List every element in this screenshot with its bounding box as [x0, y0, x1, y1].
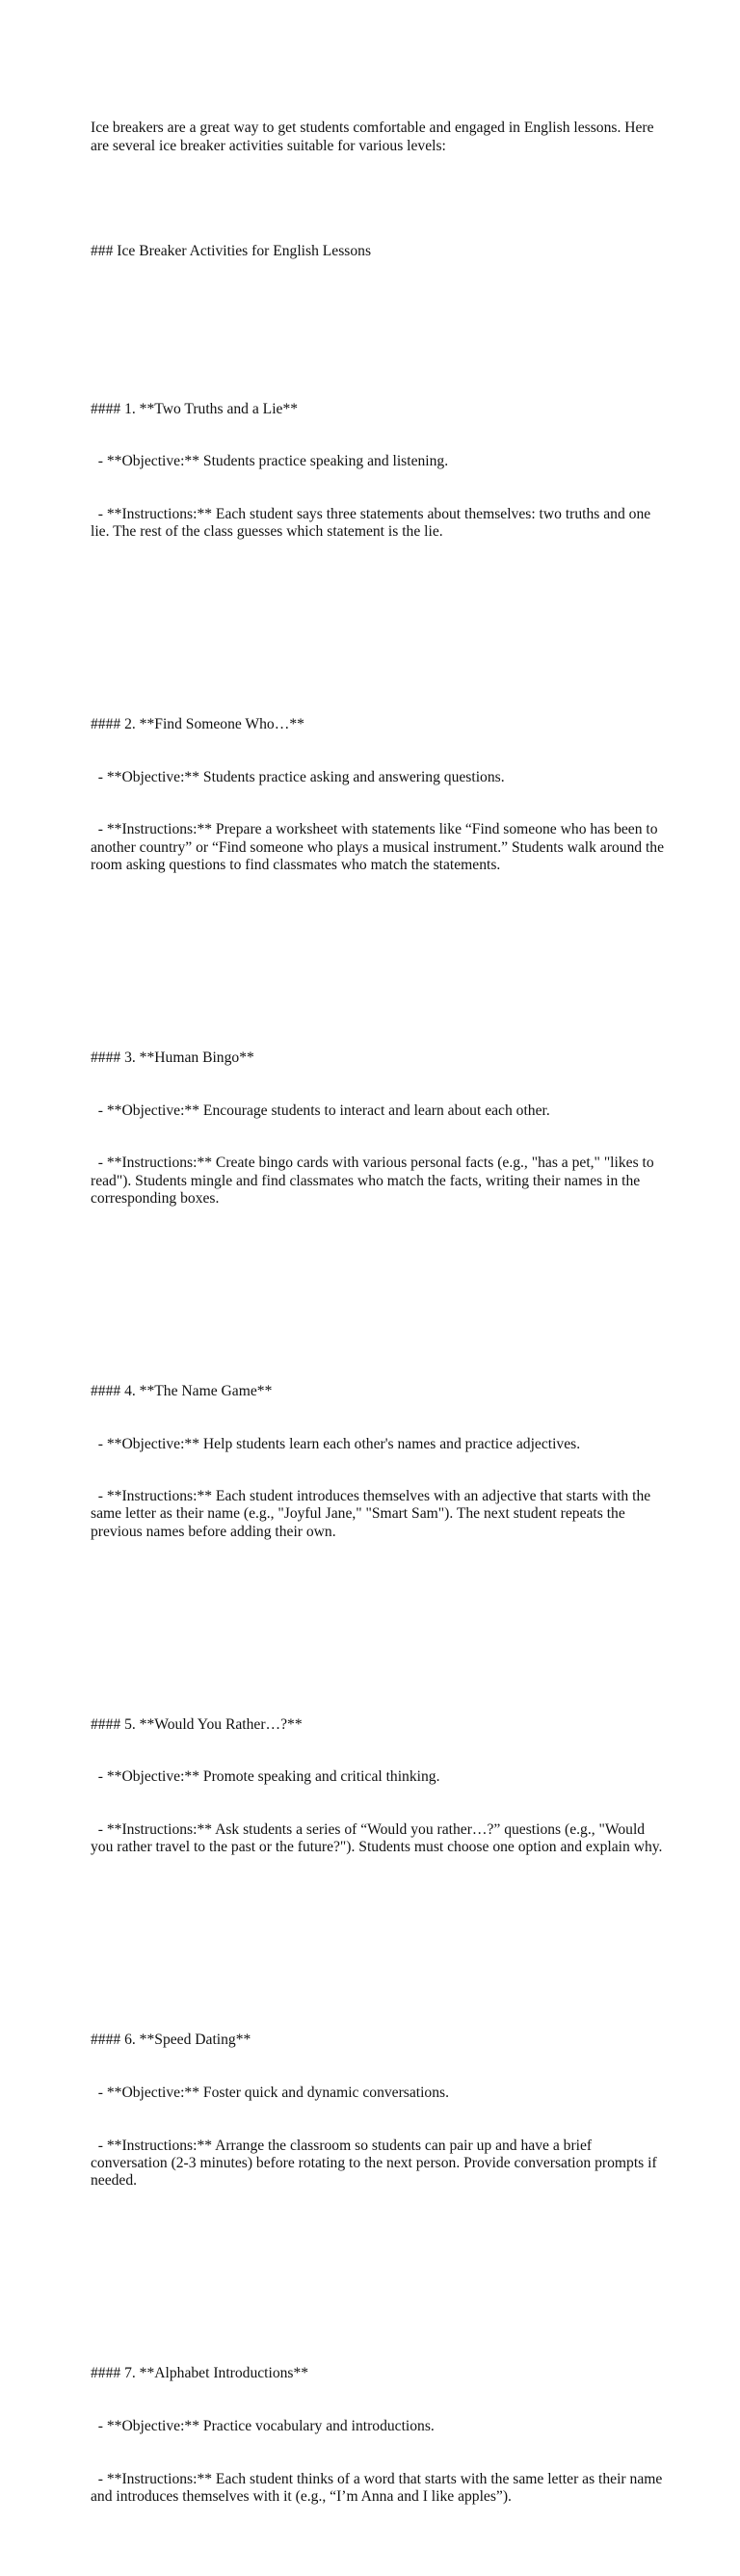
spacer — [91, 944, 669, 962]
document-body — [91, 85, 669, 2576]
activity-instructions: - **Instructions:** Each student introduces themselves with an adjective that starts with the same letter as their name (e.g., "Joyful Jane," "Smart Sam"). The next student repeats the previous names before adding their own. — [91, 1488, 655, 1540]
spacer — [91, 190, 669, 207]
activity-instructions: - **Instructions:** Arrange the classroom so students can pair up and have a brief conversation (2-3 minutes) before rotating to the next person. Provide conversation prompts if needed. — [91, 2137, 661, 2190]
activity-objective: - **Objective:** Practice vocabulary and introductions. — [91, 2417, 435, 2434]
document-heading: ### Ice Breaker Activities for English Lessons — [91, 242, 372, 259]
activity-section-4 — [91, 1348, 669, 1577]
activity-objective: - **Objective:** Help students learn each other's names and practice adjectives. — [91, 1435, 581, 1452]
activity-objective: - **Objective:** Encourage students to interact and learn about each other. — [91, 1102, 550, 1119]
activity-title: #### 3. **Human Bingo** — [91, 1049, 254, 1067]
spacer — [91, 1611, 669, 1629]
activity-objective: - **Objective:** Students practice speaking and listening. — [91, 453, 449, 470]
activity-objective: - **Objective:** Students practice asking and answering questions. — [91, 768, 505, 785]
activity-section-6 — [91, 1997, 669, 2225]
activity-instructions: - **Instructions:** Ask students a series of “Would you rather…?” questions (e.g., "Would you rather travel to the past or the future?"). Students must choose one option and explain why. — [91, 1821, 663, 1856]
activity-instructions: - **Instructions:** Each student says three statements about themselves: two truths and one lie. The rest of the class guesses which statement is the lie. — [91, 505, 655, 541]
activity-title: #### 7. **Alphabet Introductions** — [91, 2365, 309, 2382]
activity-instructions: - **Instructions:** Create bingo cards with various personal facts (e.g., "has a pet," "likes to read"). Students mingle and find classmates who match the facts, writing their names in the corresponding boxes. — [91, 1155, 658, 1207]
spacer — [91, 1926, 669, 1944]
spacer — [91, 2260, 669, 2277]
activity-section-1 — [91, 365, 669, 575]
spacer — [91, 1278, 669, 1295]
activity-section-5 — [91, 1681, 669, 1891]
activity-section-3 — [91, 1015, 669, 1243]
activity-instructions: - **Instructions:** Prepare a worksheet with statements like “Find someone who has been to another country” or “Find someone who plays a musical instrument.” Students walk around the room asking questions to find classmates who match the statements. — [91, 821, 668, 873]
spacer — [91, 611, 669, 628]
activity-title: #### 1. **Two Truths and a Lie** — [91, 400, 299, 417]
activity-section-7 — [91, 2330, 669, 2540]
spacer — [91, 295, 669, 312]
activity-title: #### 4. **The Name Game** — [91, 1382, 273, 1399]
activity-title: #### 6. **Speed Dating** — [91, 2032, 251, 2049]
activity-instructions: - **Instructions:** Each student thinks of a word that starts with the same letter as their name and introduces themselves with it (e.g., “I’m Anna and I like apples”). — [91, 2470, 667, 2505]
activity-section-2 — [91, 681, 669, 910]
activity-objective: - **Objective:** Foster quick and dynamic conversations. — [91, 2085, 449, 2102]
activity-title: #### 5. **Would You Rather…?** — [91, 1715, 303, 1733]
activity-title: #### 2. **Find Someone Who…** — [91, 716, 304, 733]
intro-paragraph: Ice breakers are a great way to get students comfortable and engaged in English lessons. Here are several ice breaker activities suitable for various levels: — [91, 120, 658, 154]
activity-objective: - **Objective:** Promote speaking and critical thinking. — [91, 1768, 440, 1786]
